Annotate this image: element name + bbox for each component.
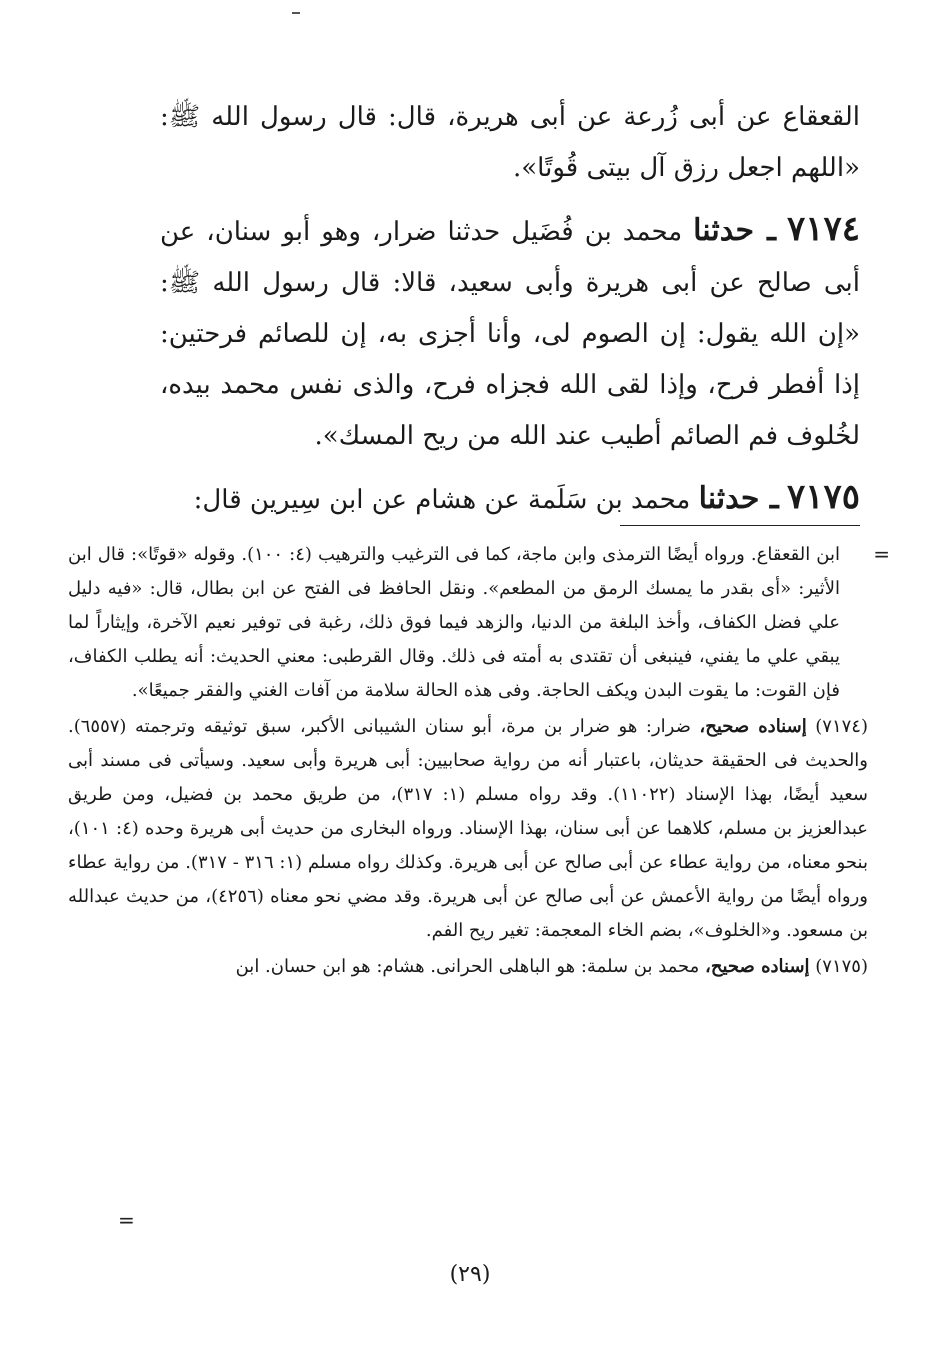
footnotes bbox=[68, 538, 868, 984]
footnote-lead: إسناده صحيح، bbox=[705, 956, 810, 977]
footnote-text: محمد بن سلمة: هو الباهلى الحرانى. هشام: هو ابن حسان. ابن bbox=[235, 956, 700, 977]
footnote-continuation: ابن القعقاع. ورواه أيضًا الترمذى وابن ماجة، كما فى الترغيب والترهيب (٤: ١٠٠). وقوله «قوتًا»: قال ابن الأثير: «أى بقدر ما يمسك الرمق من المطعم». ونقل الحافظ فى الفتح عن ابن بطال، قال: «فيه دليل علي فضل الكفاف، وأخذ البلغة من الدنيا، والزهد فيما فوق ذلك، رغبة فى توفير نعيم الآخرة، وإيثاراً لما يبقي علي ما يفني، فينبغى أن تقتدى به أمته فى ذلك. وقال القرطبى: معني الحديث: أنه يطلب الكفاف، فإن القوت: ما يقوت البدن ويكف الحاجة. وفى هذه الحالة سلامة من آفات الغني والفقر جميعًا». bbox=[68, 544, 840, 701]
hadith-text: محمد بن سَلَمة عن هشام عن ابن سِيرين قال: bbox=[193, 485, 691, 515]
hadith-number: ٧١٧٤ bbox=[786, 209, 861, 249]
footnote-text: ضرار: هو ضرار بن مرة، أبو سنان الشيبانى الأكبر، سبق توثيقه وترجمته (٦٥٥٧). والحديث فى الحقيقة حديثان، باعتبار أنه من رواية صحابيين: أبى هريرة وأبى سعيد. وسيأتى فى مسند أبى سعيد أيضًا، بهذا الإسناد (١١٠٢٢). وقد رواه مسلم (١: ٣١٧)، من طريق محمد بن فضيل، ومن طريق عبدالعزيز بن مسلم، كلاهما عن أبى سنان، بهذا الإسناد. ورواه البخارى من حديث أبى هريرة وحده (٤: ١٠١)، بنحو معناه، من رواية عطاء عن أبى صالح عن أبى هريرة. وكذلك رواه مسلم (١: ٣١٦ - ٣١٧). من رواية عطاء ورواه أيضًا من رواية الأعمش عن أبى صالح عن أبى هريرة. وقد مضي نحو معناه (٤٢٥٦)، من حديث عبدالله بن مسعود. و«الخلوف»، بضم الخاء المعجمة: تغير ريح الفم. bbox=[68, 716, 868, 941]
continuation-mark-top: = bbox=[873, 542, 890, 566]
footnote-7175 bbox=[68, 950, 868, 984]
hadith-number: ٧١٧٥ bbox=[786, 477, 860, 517]
hadith-text: محمد بن فُضَيل حدثنا ضرار، وهو أبو سنان، عن أبى صالح عن أبى هريرة وأبى سعيد، قالا: قال رسول الله ﷺ: «إن الله يقول: إن الصوم لى، وأنا أجزى به، إن للصائم فرحتين: إذا أفطر فرح، وإذا لقى الله فجزاه فرح، والذى نفس محمد بيده، لخُلوف فم الصائم أطيب عند الله من ريح المسك». bbox=[160, 217, 860, 451]
footnote-lead: إسناده صحيح، bbox=[699, 716, 807, 737]
footnote-label: (٧١٧٤) bbox=[815, 716, 868, 737]
footnote-7174 bbox=[68, 710, 868, 948]
page-tick-mark bbox=[292, 12, 300, 14]
footnote-label: (٧١٧٥) bbox=[815, 956, 868, 977]
hadith-keyword: ـ حدثنا bbox=[693, 213, 776, 248]
page-number: (٢٩) bbox=[449, 1262, 491, 1287]
hadith-keyword: ـ حدثنا bbox=[698, 481, 779, 516]
footnote-separator bbox=[620, 525, 860, 526]
hadith-7175 bbox=[160, 472, 860, 526]
hadith-continuation: القعقاع عن أبى زُرعة عن أبى هريرة، قال: قال رسول الله ﷺ: «اللهم اجعل رزق آل بيتى قُوتًا». bbox=[160, 102, 860, 183]
continuation-mark-bottom: = bbox=[118, 1208, 135, 1232]
hadith-7174 bbox=[160, 204, 860, 462]
main-text bbox=[160, 92, 860, 526]
